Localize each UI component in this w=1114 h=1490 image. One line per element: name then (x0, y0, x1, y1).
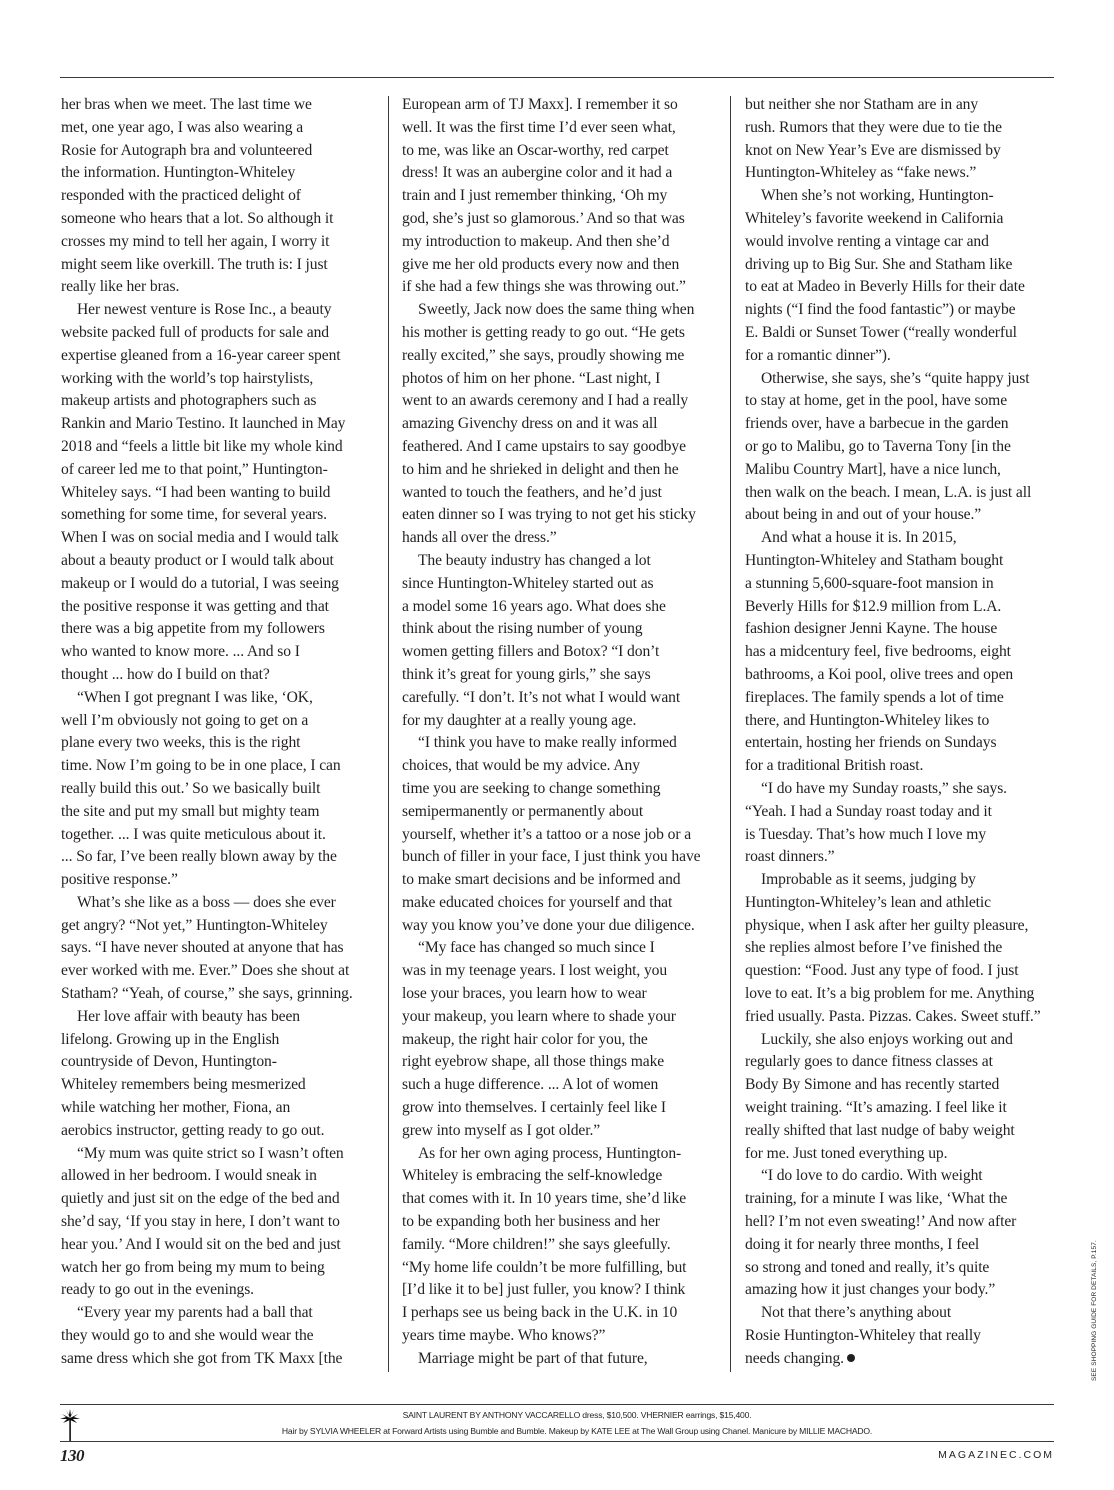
article-text-line: And what a house it is. In 2015, (761, 529, 957, 547)
article-text-line: Whiteley says. “I had been wanting to build (61, 483, 331, 501)
article-text-line: weight training. “It’s amazing. I feel like it (745, 1099, 1007, 1117)
article-text-line: my introduction to makeup. And then she’d (402, 232, 670, 250)
article-text-line: “My home life couldn’t be more fulfilling, but (402, 1258, 687, 1276)
article-text-line: physique, when I ask after her guilty pleasure, (745, 916, 1029, 934)
shopping-guide-note: SEE SHOPPING GUIDE FOR DETAILS, P.157. (1091, 1240, 1098, 1381)
article-text-line: Rosie Huntington-Whiteley that really (745, 1327, 981, 1345)
article-text-line: As for her own aging process, Huntington- (418, 1144, 682, 1162)
article-text-line: give me her old products every now and then (402, 255, 680, 273)
article-text-line: E. Baldi or Sunset Tower (“really wonderful (745, 323, 1017, 341)
article-text-line: train and I just remember thinking, ‘Oh my (402, 187, 668, 205)
article-text-line: ready to go out in the evenings. (61, 1281, 254, 1299)
article-text-line: rush. Rumors that they were due to tie the (745, 118, 1002, 136)
article-text-line: such a huge difference. ... A lot of women (402, 1076, 659, 1094)
article-text-line: dress! It was an aubergine color and it had a (402, 164, 673, 182)
article-text-line: What’s she like as a boss — does she ever (77, 893, 336, 911)
article-text-line: “Yeah. I had a Sunday roast today and it (745, 802, 992, 820)
article-text-line: but neither she nor Statham are in any (745, 96, 979, 113)
article-text-line: family. “More children!” she says gleefully. (402, 1235, 671, 1253)
article-text-line: Luckily, she also enjoys working out and (761, 1030, 1013, 1048)
article-text-line: same dress which she got from TK Maxx [the (61, 1349, 343, 1367)
article-text-line: watch her go from being my mum to being (61, 1258, 325, 1276)
article-text-line: amazing Givenchy dress on and it was all (402, 415, 658, 433)
article-text-line: makeup or I would do a tutorial, I was seeing (61, 574, 339, 592)
article-text-line: Not that there’s anything about (761, 1304, 952, 1322)
article-text-line: Huntington-Whiteley’s lean and athletic (745, 893, 991, 911)
article-text-line: Whiteley is embracing the self-knowledge (402, 1167, 663, 1185)
article-text-line: time you are seeking to change something (402, 779, 661, 797)
article-text-line: Her newest venture is Rose Inc., a beauty (77, 301, 332, 319)
article-text-line: women getting fillers and Botox? “I don’t (402, 643, 660, 661)
article-text-line: well. It was the first time I’d ever seen what, (402, 118, 676, 136)
article-text-line: think about the rising number of young (402, 620, 643, 638)
article-text-line: or go to Malibu, go to Taverna Tony [in the (745, 437, 1011, 455)
article-text-line: I perhaps see us being back in the U.K. in 10 (402, 1304, 678, 1322)
magazine-website: MAGAZINEC.COM (938, 1449, 1054, 1461)
article-text-line: amazing how it just changes your body.” (745, 1281, 996, 1299)
article-text-line: “My mum was quite strict so I wasn’t often (77, 1144, 344, 1162)
article-text-line: regularly goes to dance fitness classes at (745, 1053, 993, 1071)
article-text-line: website packed full of products for sale and (61, 323, 329, 341)
article-text-line: about being in and out of your house.” (745, 506, 982, 524)
article-text-line: to eat at Madeo in Beverly Hills for their date (745, 278, 1025, 296)
article-text-line: grow into themselves. I certainly feel like I (402, 1099, 666, 1117)
article-text-line: a stunning 5,600-square-foot mansion in (745, 574, 994, 592)
article-text-line: training, for a minute I was like, ‘What the (745, 1190, 1008, 1208)
article-text-line: about a beauty product or I would talk about (61, 551, 334, 569)
article-text-line: [I’d like it to be] just fuller, you know? I think (402, 1281, 686, 1299)
article-text-line: quietly and just sit on the edge of the bed and (61, 1190, 340, 1208)
top-divider-rule (60, 77, 1054, 78)
article-text-line: working with the world’s top hairstylists, (61, 369, 314, 387)
article-text-line: something for some time, for several years. (61, 506, 327, 524)
column-divider-1 (388, 96, 389, 1372)
article-text-line: Rankin and Mario Testino. It launched in May (61, 415, 346, 433)
article-text-line: to him and he shrieked in delight and then he (402, 460, 679, 478)
palm-tree-icon (60, 1409, 80, 1442)
article-text-line: “When I got pregnant I was like, ‘OK, (77, 688, 313, 706)
article-text-line: makeup artists and photographers such as (61, 392, 317, 410)
article-column-3 (745, 94, 1065, 1371)
article-text-line: your makeup, you learn where to shade your (402, 1007, 676, 1025)
article-text-line: Otherwise, she says, she’s “quite happy just (761, 369, 1030, 387)
article-text-line: for me. Just toned everything up. (745, 1144, 948, 1162)
article-text-line: if she had a few things she was throwing out.” (402, 278, 686, 296)
article-text-line: Rosie for Autograph bra and volunteered (61, 141, 313, 159)
article-text-line: makeup, the right hair color for you, the (402, 1030, 648, 1048)
article-text-line: “I think you have to make really informed (418, 734, 677, 752)
article-text-line: to me, was like an Oscar-worthy, red carpet (402, 141, 669, 159)
article-text-line: carefully. “I don’t. It’s not what I would want (402, 688, 681, 706)
photo-credits (100, 1407, 1054, 1439)
article-text-line: Beverly Hills for $12.9 million from L.A. (745, 597, 1002, 615)
article-text-line: Huntington-Whiteley and Statham bought (745, 551, 1004, 569)
article-text-line: roast dinners.” (745, 848, 835, 866)
page-number: 130 (60, 1446, 84, 1465)
article-text-line: European arm of TJ Maxx]. I remember it so (402, 96, 678, 113)
article-text-line: she replies almost before I’ve finished the (745, 939, 1003, 957)
article-text-line: Sweetly, Jack now does the same thing when (418, 301, 695, 319)
article-text-line: so strong and toned and really, it’s quite (745, 1258, 990, 1276)
article-text-line: photos of him on her phone. “Last night, I (402, 369, 661, 387)
article-text-line: her bras when we meet. The last time we (61, 96, 312, 113)
article-text-line: has a midcentury feel, five bedrooms, eight (745, 643, 1011, 661)
article-text-line: entertain, hosting her friends on Sundays (745, 734, 997, 752)
article-text-line: fashion designer Jenni Kayne. The house (745, 620, 998, 638)
article-text-line: positive response.” (61, 871, 178, 889)
article-text-line: years time maybe. Who knows?” (402, 1327, 606, 1345)
article-text-line: Marriage might be part of that future, (418, 1349, 648, 1367)
article-text-line: there was a big appetite from my followers (61, 620, 325, 638)
article-text-line: Statham? “Yeah, of course,” she says, grinning. (61, 985, 353, 1003)
article-text-line: hell? I’m not even sweating!’ And now after (745, 1213, 1017, 1231)
credits-top-rule (60, 1404, 1054, 1405)
article-text-line: friends over, have a barbecue in the garden (745, 415, 1009, 433)
article-text-line: went to an awards ceremony and I had a really (402, 392, 689, 410)
article-text-line: god, she’s just so glamorous.’ And so that was (402, 209, 685, 227)
article-text-line: thought ... how do I build on that? (61, 665, 270, 683)
credits-wardrobe: SAINT LAURENT BY ANTHONY VACCARELLO dress, $10,500. VHERNIER earrings, $15,400. (402, 1410, 752, 1420)
article-text-line: Body By Simone and has recently started (745, 1076, 1000, 1094)
article-text-line: Improbable as it seems, judging by (761, 871, 976, 889)
article-text-line: allowed in her bedroom. I would sneak in (61, 1167, 317, 1185)
article-text-line: time. Now I’m going to be in one place, I can (61, 757, 341, 775)
article-column-1 (61, 94, 381, 1371)
article-text-line: choices, that would be my advice. Any (402, 757, 640, 775)
article-text-line: driving up to Big Sur. She and Statham like (745, 255, 1013, 273)
article-text-line: ever worked with me. Ever.” Does she shout at (61, 962, 350, 980)
article-text-line: really like her bras. (61, 278, 180, 296)
article-body (61, 94, 1055, 1386)
article-text-line: wanted to touch the feathers, and he’d just (402, 483, 662, 501)
article-text-line: to be expanding both her business and her (402, 1213, 660, 1231)
article-text-line: since Huntington-Whiteley started out as (402, 574, 654, 592)
article-text-line: doing it for nearly three months, I feel (745, 1235, 980, 1253)
article-text-line: think it’s great for young girls,” she says (402, 665, 651, 683)
column-divider-2 (730, 96, 731, 1372)
article-text-line: question: “Food. Just any type of food. I just (745, 962, 1019, 980)
article-text-line: says. “I have never shouted at anyone that has (61, 939, 344, 957)
article-text-line: 2018 and “feels a little bit like my whole kind (61, 437, 343, 455)
article-text-line: crosses my mind to tell her again, I worry it (61, 232, 330, 250)
article-text-line: hands all over the dress.” (402, 529, 557, 547)
article-text-line: nights (“I find the food fantastic”) or maybe (745, 301, 1016, 319)
article-text-line: to stay at home, get in the pool, have some (745, 392, 1008, 410)
article-text-line: eaten dinner so I was trying to not get his sticky (402, 506, 696, 524)
article-text-line: feathered. And I came upstairs to say goodbye (402, 437, 686, 455)
article-text-line: expertise gleaned from a 16-year career spent (61, 346, 341, 364)
article-text-line: the positive response it was getting and that (61, 597, 329, 615)
article-text-line: lose your braces, you learn how to wear (402, 985, 647, 1003)
article-text-line: fireplaces. The family spends a lot of time (745, 688, 1004, 706)
article-text-line: met, one year ago, I was also wearing a (61, 118, 304, 136)
article-text-line: bunch of filler in your face, I just think you have (402, 848, 701, 866)
article-text-line: grew into myself as I got older.” (402, 1121, 601, 1139)
article-text-line: a model some 16 years ago. What does she (402, 597, 666, 615)
article-text-line: for a romantic dinner”). (745, 346, 891, 364)
article-text-line: When she’s not working, Huntington- (761, 187, 994, 205)
article-text-line: lifelong. Growing up in the English (61, 1030, 280, 1048)
article-text-line: love to eat. It’s a big problem for me. Anything (745, 985, 1035, 1003)
article-text-line: responded with the practiced delight of (61, 187, 301, 205)
article-text-line: would involve renting a vintage car and (745, 232, 989, 250)
article-text-line: get angry? “Not yet,” Huntington-Whiteley (61, 916, 328, 934)
article-text-line: plane every two weeks, this is the right (61, 734, 301, 752)
article-text-line: for my daughter at a really young age. (402, 711, 637, 729)
article-text-line: well I’m obviously not going to get on a (61, 711, 309, 729)
article-text-line: while watching her mother, Fiona, an (61, 1099, 291, 1117)
article-text-line: to make smart decisions and be informed and (402, 871, 681, 889)
article-text-line: semipermanently or permanently about (402, 802, 644, 820)
article-text-line: the information. Huntington-Whiteley (61, 164, 296, 182)
article-text-line: needs changing. (745, 1348, 1065, 1371)
article-text-line: that comes with it. In 10 years time, she’d like (402, 1190, 687, 1208)
article-text-line: then walk on the beach. I mean, L.A. is just all (745, 483, 1032, 501)
article-text-line: aerobics instructor, getting ready to go out. (61, 1121, 325, 1139)
article-text-line: is Tuesday. That’s how much I love my (745, 825, 987, 843)
article-text-line: The beauty industry has changed a lot (418, 551, 651, 569)
article-text-line: yourself, whether it’s a tattoo or a nose job or a (402, 825, 692, 843)
article-text-line: there, and Huntington-Whiteley likes to (745, 711, 990, 729)
article-text-line: who wanted to know more. ... And so I (61, 643, 300, 661)
article-text-line: fried usually. Pasta. Pizzas. Cakes. Sweet stuff.” (745, 1007, 1041, 1025)
article-text-line: right eyebrow shape, all those things make (402, 1053, 665, 1071)
article-text-line: When I was on social media and I would talk (61, 529, 339, 547)
article-text-line: “Every year my parents had a ball that (77, 1304, 313, 1322)
article-text-line: Her love affair with beauty has been (77, 1007, 300, 1025)
article-column-2 (402, 94, 722, 1371)
article-text-line: for a traditional British roast. (745, 757, 924, 775)
article-text-line: Malibu Country Mart], have a nice lunch, (745, 460, 1001, 478)
article-text-line: “I do have my Sunday roasts,” she says. (761, 779, 1007, 797)
article-text-line: hear you.’ And I would sit on the bed and just (61, 1235, 341, 1253)
article-text-line: the site and put my small but mighty team (61, 802, 320, 820)
article-text-line: knot on New Year’s Eve are dismissed by (745, 141, 1001, 159)
article-text-line: countryside of Devon, Huntington- (61, 1053, 277, 1071)
end-of-article-bullet-icon (847, 1354, 855, 1362)
article-text-line: “I do love to do cardio. With weight (761, 1167, 983, 1185)
article-text-line: Huntington-Whiteley as “fake news.” (745, 164, 977, 182)
article-text-line: really excited,” she says, proudly showing me (402, 346, 685, 364)
article-text-line: really build this out.’ So we basically built (61, 779, 321, 797)
article-text-line: “My face has changed so much since I (418, 939, 655, 957)
article-text-line: bathrooms, a Koi pool, olive trees and open (745, 665, 1014, 683)
article-text-line: might seem like overkill. The truth is: I just (61, 255, 328, 273)
article-text-line: Whiteley remembers being mesmerized (61, 1076, 306, 1094)
article-text-line: his mother is getting ready to go out. “He gets (402, 323, 685, 341)
article-text-line: ... So far, I’ve been really blown away by the (61, 848, 337, 866)
article-text-line: make educated choices for yourself and that (402, 893, 673, 911)
credits-beauty: Hair by SYLVIA WHEELER at Forward Artists using Bumble and Bumble. Makeup by KATE LEE at The Wall Group using Chanel. Manicure by MILLIE MACHADO. (281, 1426, 873, 1436)
article-text-line: Whiteley’s favorite weekend in California (745, 209, 1004, 227)
article-text-line: was in my teenage years. I lost weight, you (402, 962, 668, 980)
article-text-line: really shifted that last nudge of baby weight (745, 1121, 1015, 1139)
article-text-line: someone who hears that a lot. So although it (61, 209, 334, 227)
article-text-line: they would go to and she would wear the (61, 1327, 314, 1345)
credits-bottom-rule (60, 1441, 1054, 1442)
article-text-line: way you know you’ve done your due diligence. (402, 916, 695, 934)
article-text-line: she’d say, ‘If you stay in here, I don’t want to (61, 1213, 340, 1231)
article-text-line: of career led me to that point,” Huntington- (61, 460, 328, 478)
article-text-line: together. ... I was quite meticulous about it. (61, 825, 326, 843)
